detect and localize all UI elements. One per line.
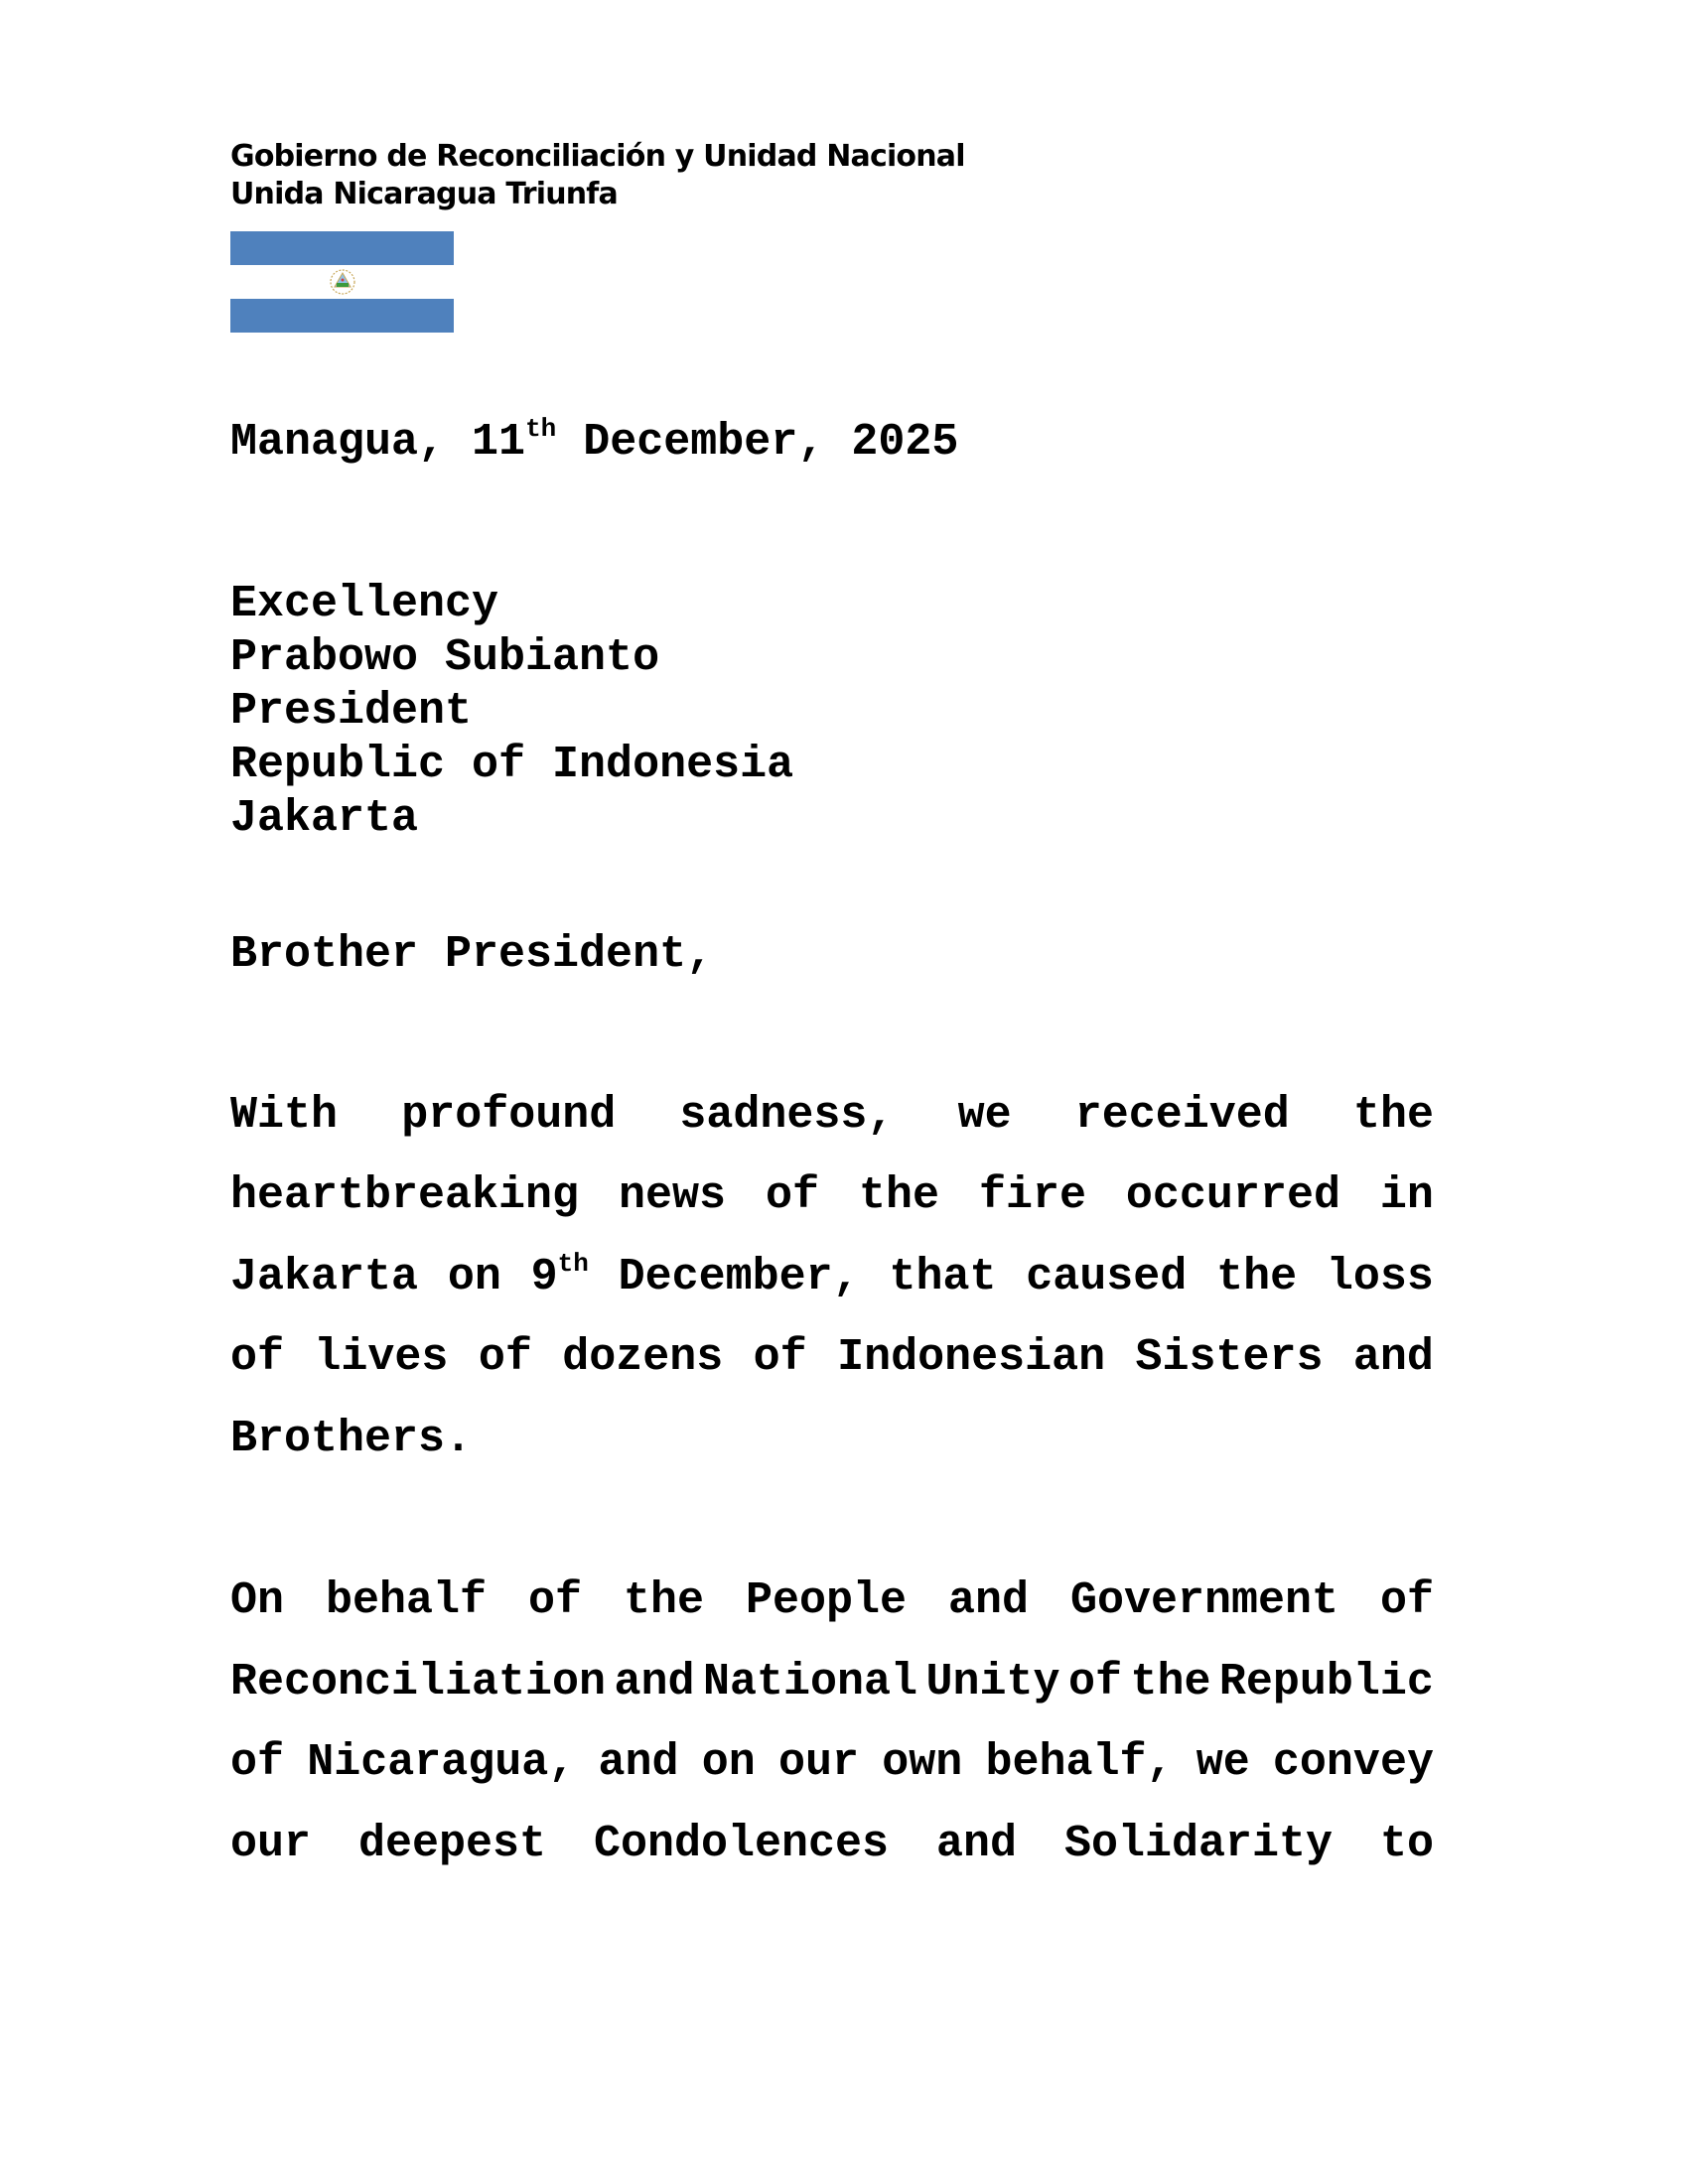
word: Government <box>1069 1575 1338 1626</box>
word: received <box>1074 1090 1290 1141</box>
word: the <box>858 1170 939 1221</box>
letterhead-government-name: Gobierno de Reconciliación y Unidad Nacional <box>230 139 965 174</box>
word: and <box>1352 1332 1434 1383</box>
paragraph-line <box>230 1819 1434 1869</box>
word: that <box>889 1252 997 1302</box>
word: to <box>1379 1819 1434 1869</box>
word: With <box>230 1090 339 1141</box>
word: the <box>1130 1657 1211 1707</box>
word: heartbreaking <box>230 1170 580 1221</box>
word: our <box>230 1819 312 1869</box>
letter-date <box>230 414 959 468</box>
paragraph-line <box>230 1737 1434 1788</box>
word: caused <box>1026 1252 1188 1302</box>
word: and <box>947 1575 1029 1626</box>
word: Jakarta <box>230 1252 419 1302</box>
word: Nicaragua, <box>307 1737 576 1788</box>
word: of <box>766 1170 820 1221</box>
word: National <box>702 1657 918 1707</box>
word: profound <box>401 1090 617 1141</box>
coat-of-arms-icon <box>329 268 356 296</box>
paragraph-line <box>230 1332 1434 1383</box>
word: own <box>882 1737 963 1788</box>
word: occurred <box>1125 1170 1340 1221</box>
word: Condolences <box>593 1819 890 1869</box>
word: and <box>935 1819 1017 1869</box>
date-month-year: December, 2025 <box>556 417 959 468</box>
paragraph-line <box>230 1249 1434 1302</box>
paragraph-line <box>230 1657 1434 1707</box>
word: the <box>1352 1090 1434 1141</box>
word: of <box>753 1332 807 1383</box>
word: of <box>478 1332 532 1383</box>
word: On <box>230 1575 285 1626</box>
word: on <box>447 1252 501 1302</box>
addressee-line: Prabowo Subianto <box>230 632 660 683</box>
addressee-line: Republic of Indonesia <box>230 740 794 790</box>
word: our <box>777 1737 859 1788</box>
salutation: Brother President, <box>230 929 714 980</box>
ordinal-suffix: th <box>557 1249 589 1279</box>
word: we <box>957 1090 1012 1141</box>
word: we <box>1196 1737 1250 1788</box>
word: the <box>623 1575 704 1626</box>
addressee-line: Jakarta <box>230 793 419 844</box>
word: December, <box>618 1252 860 1302</box>
word: and <box>598 1737 679 1788</box>
word: Unity <box>925 1657 1060 1707</box>
addressee-line: President <box>230 686 473 737</box>
word: Solidarity <box>1063 1819 1333 1869</box>
word: Sisters <box>1135 1332 1324 1383</box>
word: Indonesian <box>837 1332 1106 1383</box>
word: of <box>230 1332 285 1383</box>
flag-bottom-stripe <box>230 299 454 333</box>
date-day-suffix: th <box>525 414 557 444</box>
word: behalf, <box>985 1737 1174 1788</box>
paragraph-line <box>230 1414 1434 1464</box>
paragraph-line <box>230 1170 1434 1221</box>
addressee-line: Excellency <box>230 579 499 629</box>
word: of <box>1067 1657 1122 1707</box>
word: 9th <box>530 1249 589 1302</box>
word: the <box>1216 1252 1298 1302</box>
word: lives <box>314 1332 449 1383</box>
word: People <box>745 1575 907 1626</box>
nicaragua-flag-icon <box>230 231 454 333</box>
paragraph-line <box>230 1090 1434 1141</box>
word: loss <box>1326 1252 1434 1302</box>
word: fire <box>978 1170 1086 1221</box>
word: Brothers. <box>230 1414 473 1464</box>
flag-top-stripe <box>230 231 454 265</box>
word: of <box>230 1737 285 1788</box>
word: in <box>1379 1170 1434 1221</box>
word: of <box>527 1575 582 1626</box>
date-place-day: Managua, 11 <box>230 417 526 468</box>
word: convey <box>1272 1737 1434 1788</box>
word: Reconciliation <box>230 1657 607 1707</box>
word: and <box>614 1657 695 1707</box>
paragraph-line <box>230 1575 1434 1626</box>
word: behalf <box>325 1575 488 1626</box>
word: of <box>1379 1575 1434 1626</box>
word: dozens <box>562 1332 724 1383</box>
word: news <box>619 1170 727 1221</box>
letterhead-slogan: Unida Nicaragua Triunfa <box>230 177 618 211</box>
word: sadness, <box>679 1090 895 1141</box>
word: Republic <box>1218 1657 1434 1707</box>
word: deepest <box>357 1819 546 1869</box>
word: on <box>701 1737 756 1788</box>
